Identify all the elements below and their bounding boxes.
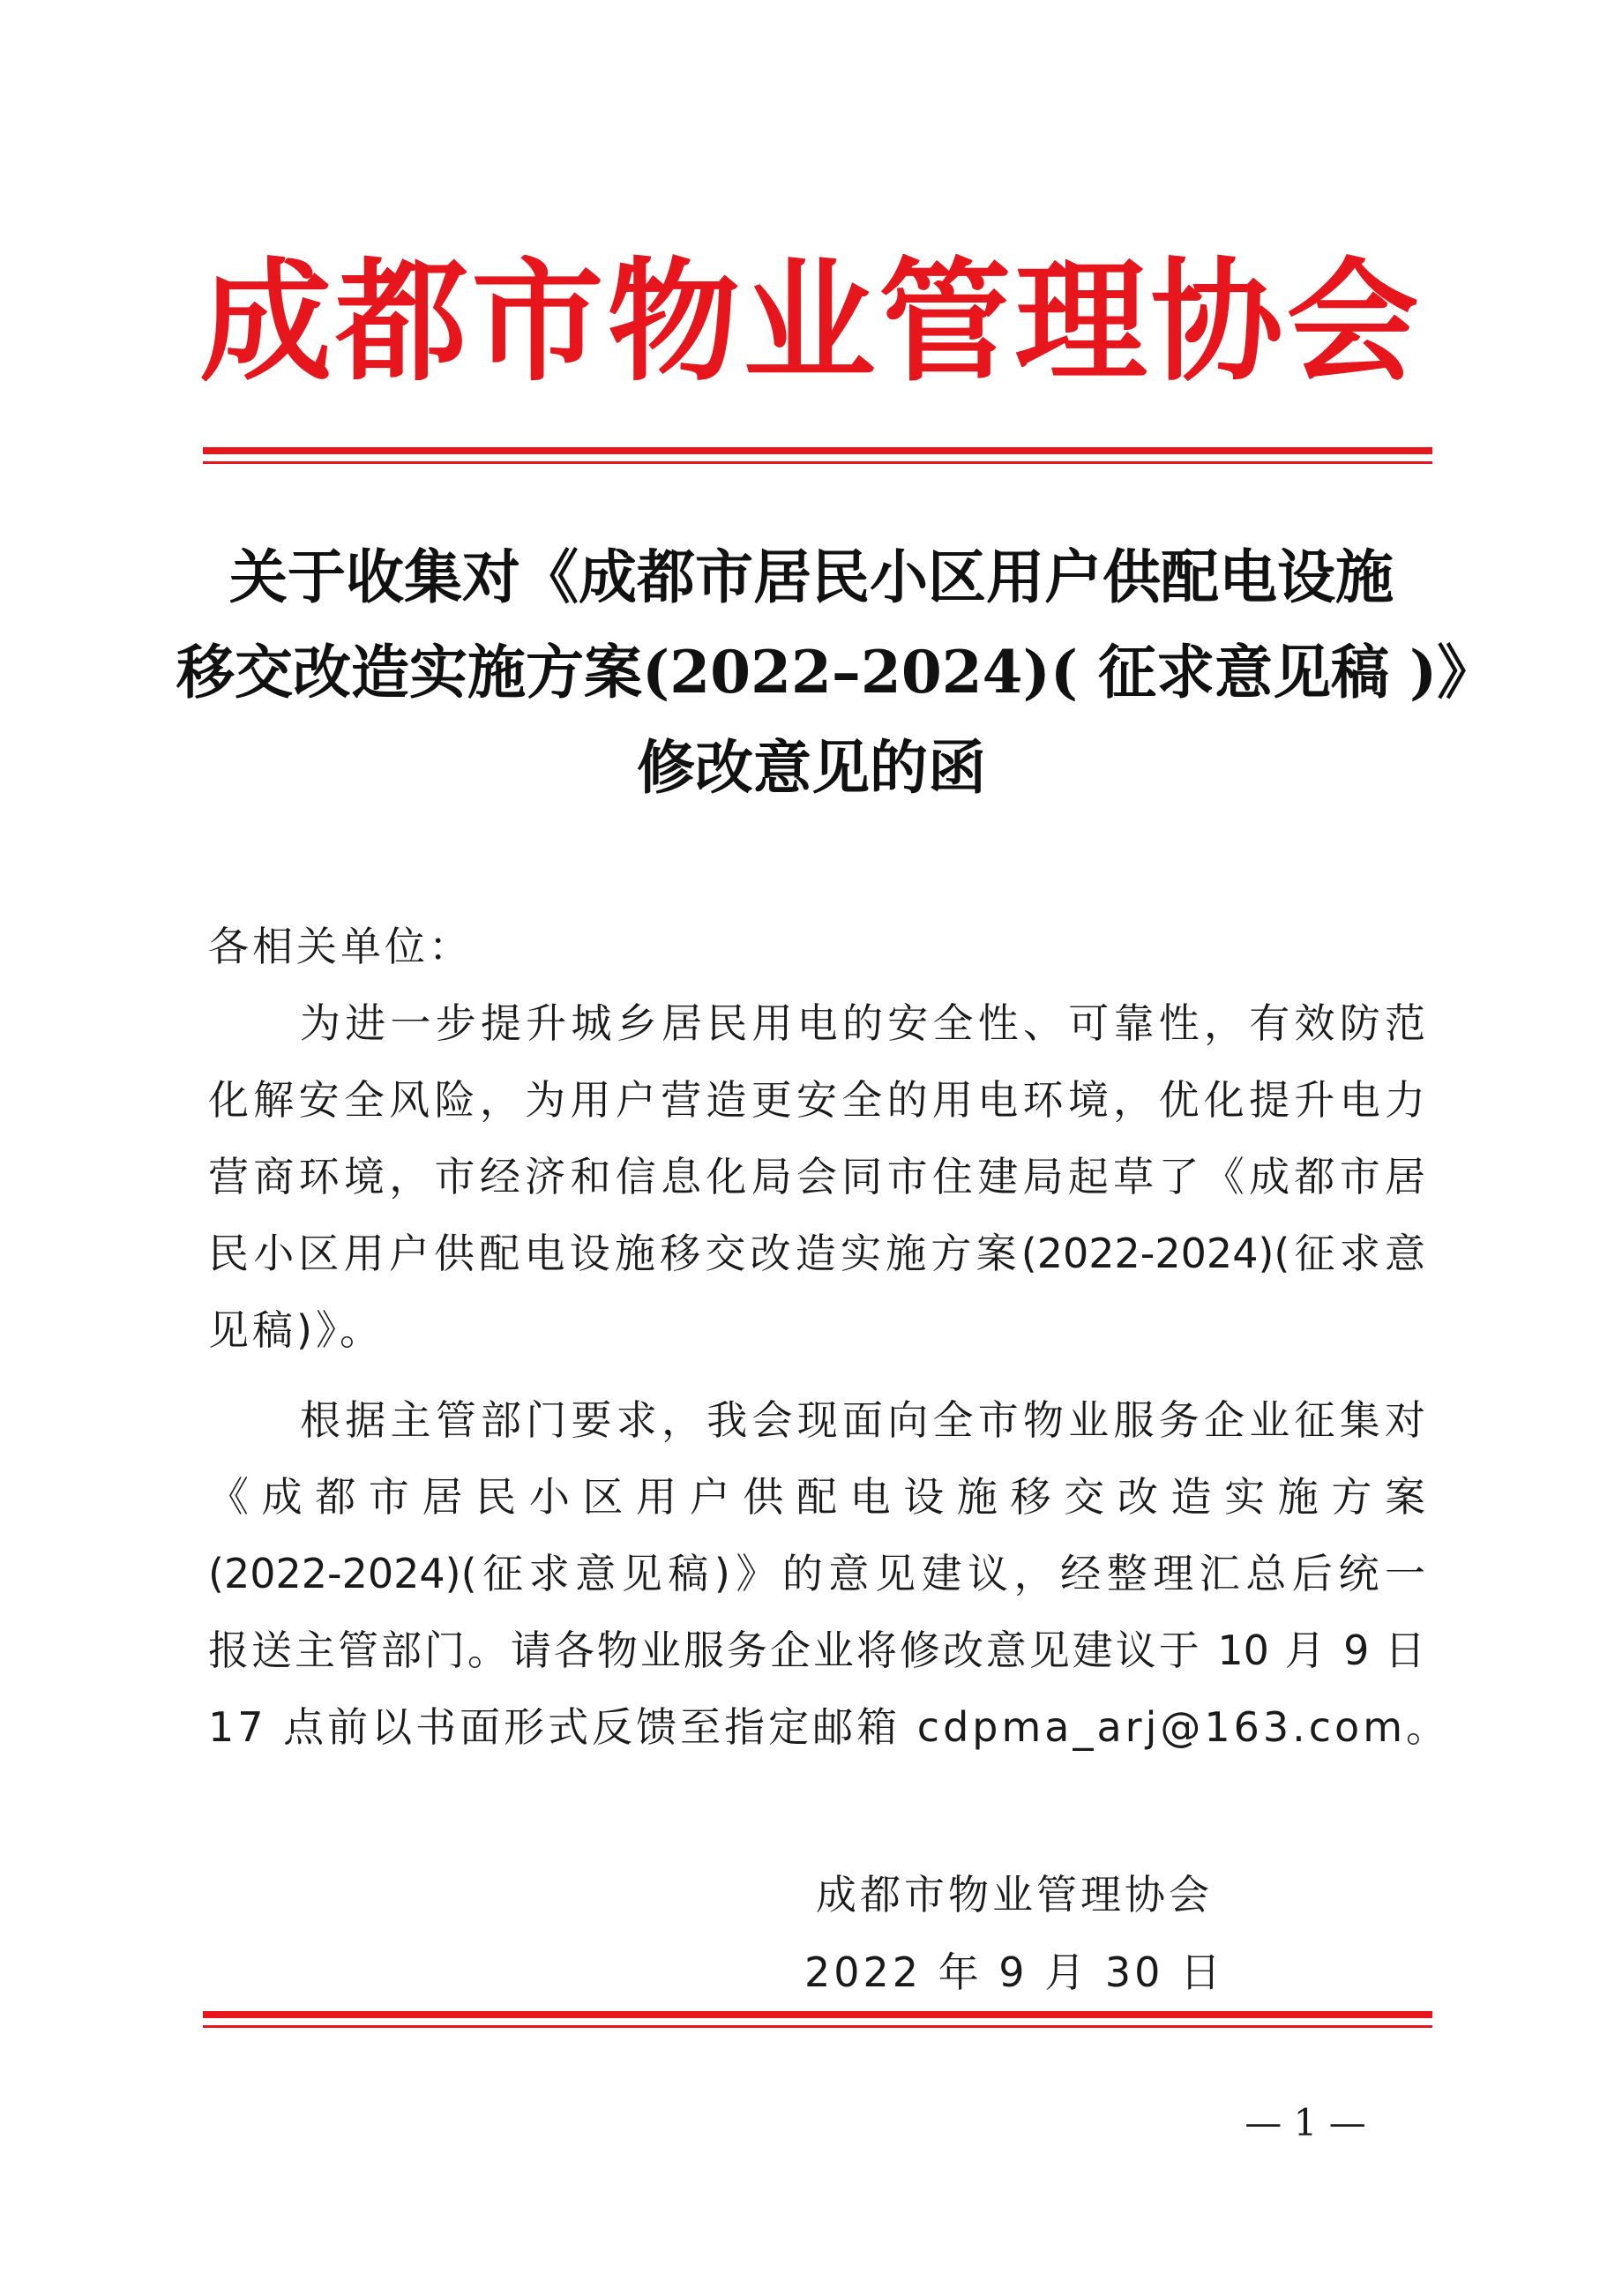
document-title [176,529,1496,815]
header-divider [203,447,1432,464]
paragraph-2-line: 17 点前以书面形式反馈至指定邮箱 cdpma_arj@163.com。 [208,1703,1451,1751]
header-divider-thin [203,461,1432,464]
paragraph-1-line: 见稿)》。 [208,1306,384,1354]
org-header-title: 成都市物业管理协会 [199,244,1423,400]
paragraph-1-line: 化解安全风险，为用户营造更安全的用电环境，优化提升电力 [208,1076,1425,1124]
header-divider-thick [203,447,1432,454]
paragraph-1-line: 为进一步提升城乡居民用电的安全性、可靠性，有效防范 [300,999,1425,1047]
footer-divider [203,2011,1432,2028]
paragraph-2-line: 《成都市居民小区用户供配电设施移交改造实施方案 [208,1473,1425,1521]
paragraph-2-line: 报送主管部门。请各物业服务企业将修改意见建议于 10 月 9 日 [208,1627,1425,1674]
paragraph-2-line: 根据主管部门要求，我会现面向全市物业服务企业征集对 [300,1396,1425,1444]
signature-org: 成都市物业管理协会 [816,1871,1213,1918]
paragraph-1-line: 民小区用户供配电设施移交改造实施方案(2022-2024)(征求意 [208,1230,1425,1277]
letter-body [208,909,1451,1766]
paragraph-1 [208,985,1425,1369]
paragraph-2 [208,1382,1451,1766]
title-line-1: 关于收集对《成都市居民小区用户供配电设施 [229,542,1394,611]
title-line-2: 移交改造实施方案(2022–2024)( 征求意见稿 )》 [176,638,1496,707]
salutation: 各相关单位： [208,923,473,970]
signature-date: 2022 年 9 月 30 日 [804,1948,1224,1996]
paragraph-1-line: 营商环境，市经济和信息化局会同市住建局起草了《成都市居 [208,1153,1425,1200]
footer-divider-thin [203,2025,1432,2028]
page-number: — 1 — [1245,2101,1366,2144]
footer-divider-thick [203,2011,1432,2018]
paragraph-2-line: (2022-2024)(征求意见稿)》的意见建议，经整理汇总后统一 [208,1550,1425,1597]
title-line-3: 修改意见的函 [637,733,986,802]
